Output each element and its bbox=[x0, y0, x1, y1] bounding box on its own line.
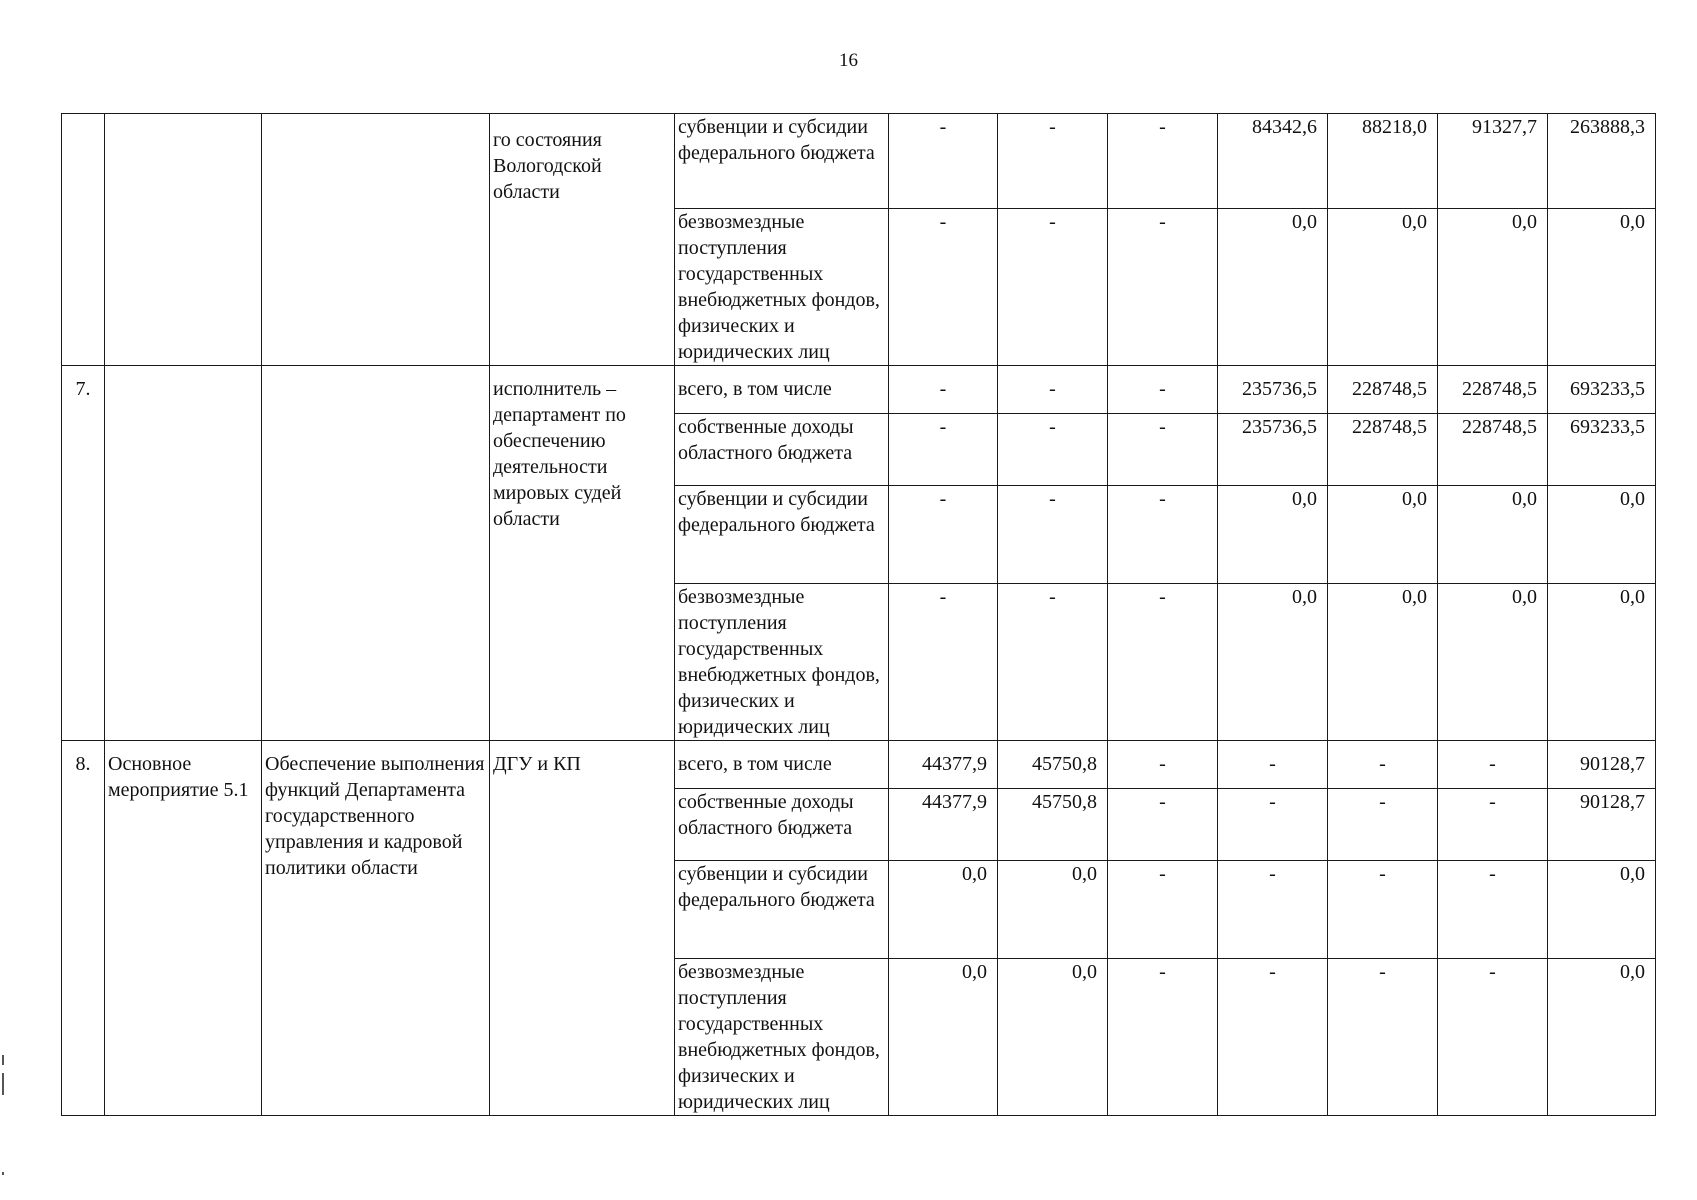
value-cell: - bbox=[1328, 789, 1438, 861]
value-cell: - bbox=[1108, 861, 1218, 959]
value-cell: 0,0 bbox=[1548, 486, 1656, 584]
value-cell: 0,0 bbox=[1328, 209, 1438, 366]
value-cell: 0,0 bbox=[1218, 584, 1328, 741]
value-cell: 84342,6 bbox=[1218, 114, 1328, 209]
value-cell: - bbox=[1218, 789, 1328, 861]
value-cell: 228748,5 bbox=[1328, 414, 1438, 486]
value-cell: - bbox=[1108, 366, 1218, 414]
funding-source-cell: собственные доходы областного бюджета bbox=[675, 789, 889, 861]
value-cell: 0,0 bbox=[998, 861, 1108, 959]
value-cell: 228748,5 bbox=[1438, 414, 1548, 486]
scan-edge-mark bbox=[2, 1073, 4, 1095]
funding-source-cell: субвенции и субсидии федерального бюджета bbox=[675, 114, 889, 209]
value-cell: 0,0 bbox=[1548, 209, 1656, 366]
value-cell: - bbox=[1328, 959, 1438, 1116]
value-cell: 263888,3 bbox=[1548, 114, 1656, 209]
activity-name-cell bbox=[105, 114, 262, 366]
value-cell: 0,0 bbox=[1218, 486, 1328, 584]
table-row bbox=[62, 366, 1656, 414]
value-cell: - bbox=[1108, 486, 1218, 584]
row-number-cell: 7. bbox=[62, 366, 105, 741]
page-number: 16 bbox=[839, 50, 858, 71]
value-cell: - bbox=[1108, 741, 1218, 789]
task-cell bbox=[262, 366, 490, 741]
value-cell: 0,0 bbox=[1438, 209, 1548, 366]
value-cell: 44377,9 bbox=[889, 741, 998, 789]
funding-source-cell: собственные доходы областного бюджета bbox=[675, 414, 889, 486]
value-cell: 0,0 bbox=[998, 959, 1108, 1116]
value-cell: - bbox=[889, 209, 998, 366]
task-cell bbox=[262, 114, 490, 366]
value-cell: - bbox=[1438, 959, 1548, 1116]
value-cell: 0,0 bbox=[1548, 584, 1656, 741]
value-cell: 235736,5 bbox=[1218, 414, 1328, 486]
executor-cell: ДГУ и КП bbox=[490, 741, 675, 1116]
value-cell: 0,0 bbox=[1328, 584, 1438, 741]
value-cell: - bbox=[889, 114, 998, 209]
value-cell: 0,0 bbox=[1548, 861, 1656, 959]
funding-source-cell: всего, в том числе bbox=[675, 741, 889, 789]
value-cell: 0,0 bbox=[1438, 486, 1548, 584]
row-number-cell bbox=[62, 114, 105, 366]
value-cell: 228748,5 bbox=[1328, 366, 1438, 414]
funding-source-cell: субвенции и субсидии федерального бюджета bbox=[675, 486, 889, 584]
funding-source-cell: субвенции и субсидии федерального бюджета bbox=[675, 861, 889, 959]
executor-cell: го состояния Вологодской области bbox=[490, 114, 675, 366]
value-cell: 0,0 bbox=[1328, 486, 1438, 584]
value-cell: - bbox=[1218, 741, 1328, 789]
value-cell: - bbox=[1218, 959, 1328, 1116]
value-cell: 693233,5 bbox=[1548, 414, 1656, 486]
value-cell: - bbox=[998, 366, 1108, 414]
value-cell: 45750,8 bbox=[998, 789, 1108, 861]
value-cell: - bbox=[998, 209, 1108, 366]
activity-name-cell bbox=[105, 366, 262, 741]
value-cell: - bbox=[1328, 861, 1438, 959]
value-cell: 44377,9 bbox=[889, 789, 998, 861]
funding-table bbox=[61, 113, 1656, 1116]
funding-source-cell: всего, в том числе bbox=[675, 366, 889, 414]
value-cell: - bbox=[998, 114, 1108, 209]
value-cell: - bbox=[1108, 959, 1218, 1116]
value-cell: - bbox=[889, 366, 998, 414]
value-cell: 0,0 bbox=[1548, 959, 1656, 1116]
value-cell: 88218,0 bbox=[1328, 114, 1438, 209]
funding-source-cell: безвозмездные поступления государственных внебюджетных фондов, физических и юридических лиц bbox=[675, 959, 889, 1116]
activity-name-cell: Основное мероприятие 5.1 bbox=[105, 741, 262, 1116]
value-cell: - bbox=[1438, 861, 1548, 959]
value-cell: - bbox=[1328, 741, 1438, 789]
task-cell: Обеспечение выполнения функций Департамента государственного управления и кадровой политики области bbox=[262, 741, 490, 1116]
value-cell: 45750,8 bbox=[998, 741, 1108, 789]
funding-source-cell: безвозмездные поступления государственных внебюджетных фондов, физических и юридических лиц bbox=[675, 584, 889, 741]
value-cell: 91327,7 bbox=[1438, 114, 1548, 209]
value-cell: - bbox=[1438, 741, 1548, 789]
value-cell: - bbox=[889, 414, 998, 486]
value-cell: - bbox=[1108, 789, 1218, 861]
value-cell: - bbox=[1218, 861, 1328, 959]
value-cell: - bbox=[1438, 789, 1548, 861]
table-row bbox=[62, 741, 1656, 789]
value-cell: - bbox=[998, 414, 1108, 486]
value-cell: 0,0 bbox=[889, 861, 998, 959]
value-cell: - bbox=[889, 584, 998, 741]
value-cell: 235736,5 bbox=[1218, 366, 1328, 414]
value-cell: - bbox=[998, 486, 1108, 584]
value-cell: - bbox=[889, 486, 998, 584]
value-cell: - bbox=[1108, 584, 1218, 741]
value-cell: - bbox=[1108, 209, 1218, 366]
value-cell: 0,0 bbox=[1438, 584, 1548, 741]
funding-source-cell: безвозмездные поступления государственных внебюджетных фондов, физических и юридических лиц bbox=[675, 209, 889, 366]
scan-edge-mark bbox=[2, 1172, 4, 1175]
executor-cell: исполнитель – департамент по обеспечению деятельности мировых судей области bbox=[490, 366, 675, 741]
value-cell: 693233,5 bbox=[1548, 366, 1656, 414]
value-cell: 0,0 bbox=[889, 959, 998, 1116]
table-body bbox=[62, 114, 1656, 1116]
value-cell: 228748,5 bbox=[1438, 366, 1548, 414]
value-cell: - bbox=[1108, 414, 1218, 486]
value-cell: - bbox=[1108, 114, 1218, 209]
value-cell: - bbox=[998, 584, 1108, 741]
value-cell: 0,0 bbox=[1218, 209, 1328, 366]
table-row bbox=[62, 114, 1656, 209]
scan-edge-mark bbox=[2, 1055, 4, 1065]
value-cell: 90128,7 bbox=[1548, 741, 1656, 789]
row-number-cell: 8. bbox=[62, 741, 105, 1116]
value-cell: 90128,7 bbox=[1548, 789, 1656, 861]
